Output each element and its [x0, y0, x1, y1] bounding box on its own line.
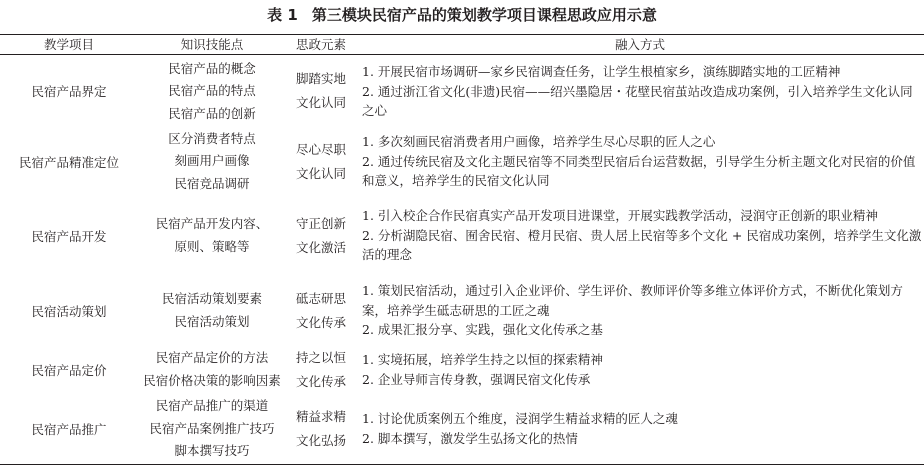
- civic-item: 砥志研思: [295, 290, 346, 306]
- knowledge-item: 民宿活动策划: [174, 313, 250, 329]
- method-cell: [356, 128, 924, 196]
- method-cell: [356, 55, 924, 128]
- project-cell: 民宿产品精准定位: [18, 154, 119, 170]
- table-number: 表 1: [267, 6, 298, 24]
- project-cell: 民宿产品推广: [0, 394, 138, 465]
- method-item: 2. 通过浙江省文化(非遗)民宿——绍兴墨隐居・花壁民宿茧站改造成功案例，引入培养学生文化认同之心: [362, 83, 913, 118]
- civic-item: 精益求精: [295, 408, 346, 424]
- knowledge-item: 脚本撰写技巧: [174, 443, 250, 458]
- table-row: [0, 128, 924, 196]
- method-cell: [356, 394, 924, 465]
- civic-cell: [286, 55, 356, 128]
- knowledge-cell: [138, 276, 286, 346]
- method-item: 1. 讨论优质案例五个维度，浸润学生精益求精的匠人之魂: [362, 411, 678, 427]
- method-item: 2. 通过传统民宿及文化主题民宿等不同类型民宿后台运营数据，引导学生分析主题文化对民宿的价值和意义，培养学生的民宿文化认同: [362, 153, 916, 189]
- header-civic: 思政元素: [286, 35, 356, 55]
- header-row: [0, 35, 924, 55]
- knowledge-cell: [138, 394, 286, 465]
- table-title: 第三模块民宿产品的策划教学项目课程思政应用示意: [311, 6, 657, 24]
- knowledge-cell: [138, 346, 286, 394]
- knowledge-item: 民宿产品的特点: [168, 83, 256, 98]
- header-project: 教学项目: [0, 35, 138, 55]
- civic-item: 文化认同: [295, 165, 346, 181]
- course-table: [0, 34, 924, 465]
- table-caption: [0, 5, 924, 25]
- knowledge-item: 民宿产品的创新: [168, 105, 256, 121]
- knowledge-item: 民宿产品定价的方法: [155, 350, 269, 365]
- knowledge-item: 民宿竞品调研: [174, 175, 250, 191]
- method-item: 1. 实境拓展，培养学生持之以恒的探索精神: [362, 352, 603, 367]
- civic-item: 脚踏实地: [295, 71, 346, 87]
- knowledge-item: 区分消费者特点: [168, 130, 256, 146]
- civic-item: 文化传承: [295, 373, 346, 389]
- civic-cell: [286, 346, 356, 394]
- method-item: 1. 开展民宿市场调研—家乡民宿调查任务，让学生根植家乡，演练脚踏实地的工匠精神: [362, 64, 841, 79]
- civic-cell: [286, 394, 356, 465]
- table-row: [0, 55, 924, 128]
- project-cell: 民宿产品开发: [31, 228, 107, 244]
- method-item: 2. 分析湖隐民宿、囿舍民宿、橙月民宿、贵人居上民宿等多个文化 + 民宿成功案例，培养学生文化激活的理念: [362, 227, 922, 263]
- method-item: 1. 策划民宿活动，通过引入企业评价、学生评价、教师评价等多维立体评价方式，不断优化策划方案，培养学生砥志研思的工匠之魂: [362, 283, 903, 318]
- knowledge-item: 民宿产品推广的渠道: [155, 398, 269, 413]
- civic-item: 尽心尽职: [295, 141, 346, 157]
- civic-item: 文化激活: [295, 239, 346, 255]
- knowledge-item: 民宿活动策划要素: [161, 291, 262, 306]
- knowledge-item: 民宿产品开发内容、: [155, 216, 269, 231]
- method-item: 2. 成果汇报分享、实践，强化文化传承之基: [362, 322, 603, 338]
- knowledge-item: 民宿产品案例推广技巧: [149, 420, 275, 436]
- civic-cell: [286, 128, 356, 196]
- civic-item: 持之以恒: [295, 349, 346, 365]
- knowledge-item: 原则、策略等: [174, 238, 250, 254]
- project-cell: 民宿产品界定: [31, 84, 107, 100]
- project-cell: 民宿产品定价: [31, 362, 107, 378]
- header-knowledge: 知识技能点: [138, 35, 286, 55]
- method-item: 1. 引入校企合作民宿真实产品开发项目进课堂，开展实践教学活动，浸润守正创新的职业精神: [362, 208, 878, 224]
- method-cell: [356, 276, 924, 346]
- knowledge-item: 刻画用户画像: [174, 153, 250, 169]
- project-cell: 民宿活动策划: [31, 303, 107, 319]
- civic-item: 文化认同: [295, 95, 346, 111]
- knowledge-item: 民宿产品的概念: [168, 60, 256, 76]
- method-item: 2. 脚本撰写，激发学生弘扬文化的热情: [362, 430, 578, 446]
- table-row: [0, 196, 924, 276]
- method-cell: [356, 196, 924, 276]
- knowledge-cell: [138, 196, 286, 276]
- civic-cell: [286, 196, 356, 276]
- knowledge-item: 民宿价格决策的影响因素: [143, 372, 281, 388]
- header-method: 融入方式: [356, 35, 924, 55]
- method-cell: [356, 346, 924, 394]
- table-row: [0, 276, 924, 346]
- table-row: [0, 346, 924, 394]
- civic-item: 文化传承: [295, 314, 346, 330]
- knowledge-cell: [138, 128, 286, 196]
- method-item: 1. 多次刻画民宿消费者用户画像，培养学生尽心尽职的匠人之心: [362, 134, 716, 150]
- method-item: 2. 企业导师言传身教，强调民宿文化传承: [362, 371, 591, 387]
- knowledge-cell: [138, 55, 286, 128]
- civic-cell: [286, 276, 356, 346]
- table-row: [0, 394, 924, 465]
- civic-item: 文化弘扬: [295, 432, 346, 448]
- civic-item: 守正创新: [295, 215, 346, 231]
